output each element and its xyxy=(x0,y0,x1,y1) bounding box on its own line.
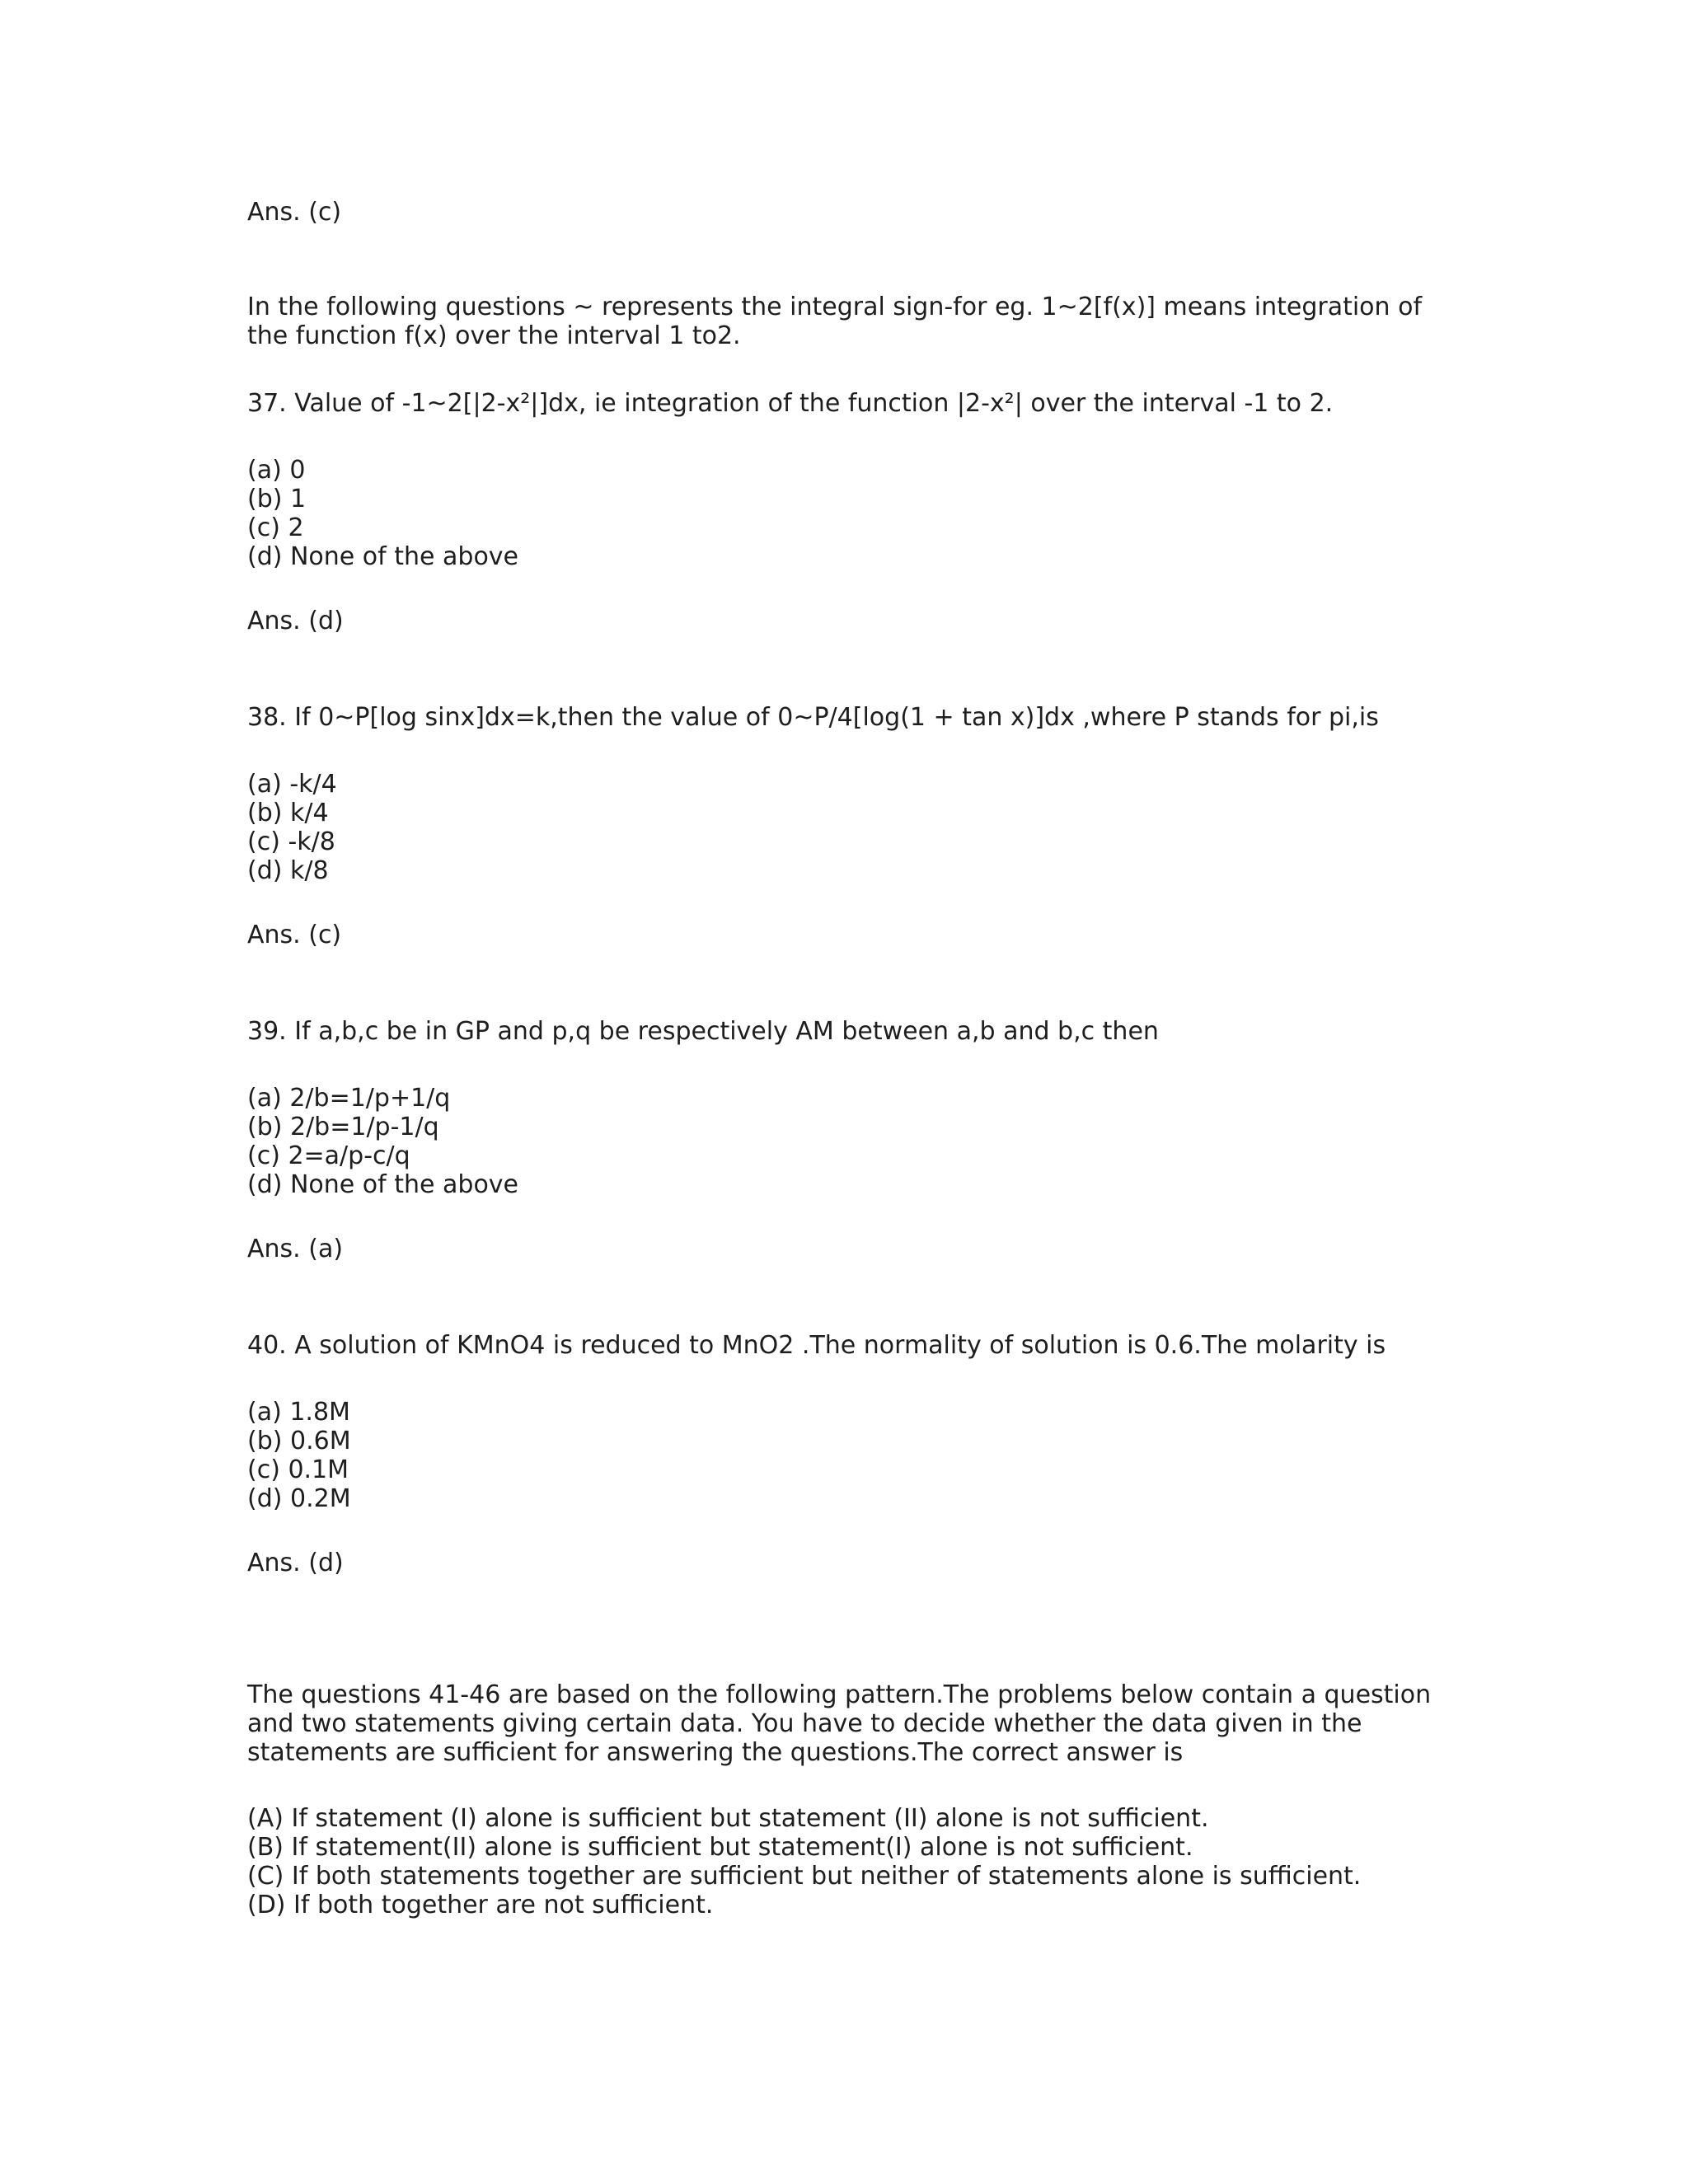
choice-c: (C) If both statements together are sufficient but neither of statements alone is sufficient. xyxy=(247,1862,1362,1891)
option-b: (b) 0.6M xyxy=(247,1427,351,1455)
question-37: 37. Value of -1~2[|2-x²|]dx, ie integration of the function |2-x²| over the interval -1 to 2. xyxy=(247,389,1334,418)
question-38: 38. If 0~P[log sinx]dx=k,then the value of 0~P/4[log(1 + tan x)]dx ,where P stands for pi,is xyxy=(247,703,1379,732)
option-d: (d) k/8 xyxy=(247,856,329,885)
pattern-instructions xyxy=(247,1680,1434,1767)
question-40-options xyxy=(247,1398,1434,1513)
integral-intro xyxy=(247,293,1434,350)
pattern-choices xyxy=(247,1804,1434,1919)
option-d: (d) None of the above xyxy=(247,542,519,571)
answer-40: Ans. (d) xyxy=(247,1549,344,1577)
question-37-options xyxy=(247,456,1434,571)
answer-top: Ans. (c) xyxy=(247,198,342,227)
answer-39: Ans. (a) xyxy=(247,1235,344,1263)
option-c: (c) 0.1M xyxy=(247,1455,349,1484)
choice-a: (A) If statement (I) alone is sufficient but statement (II) alone is not sufficient. xyxy=(247,1804,1209,1833)
choice-b: (B) If statement(II) alone is sufficient but statement(I) alone is not sufficient. xyxy=(247,1833,1193,1862)
answer-37: Ans. (d) xyxy=(247,607,344,635)
pattern-line: The questions 41-46 are based on the following pattern.The problems below contain a question xyxy=(247,1680,1432,1709)
option-b: (b) 1 xyxy=(247,485,307,513)
option-a: (a) 0 xyxy=(247,456,306,485)
option-c: (c) -k/8 xyxy=(247,827,335,856)
choice-d: (D) If both together are not sufficient. xyxy=(247,1891,714,1919)
pattern-line: statements are sufficient for answering the questions.The correct answer is xyxy=(247,1738,1184,1767)
intro-line: In the following questions ~ represents the integral sign-for eg. 1~2[f(x)] means integration of xyxy=(247,293,1422,321)
pattern-line: and two statements giving certain data. You have to decide whether the data given in the xyxy=(247,1709,1362,1738)
option-b: (b) 2/b=1/p-1/q xyxy=(247,1113,439,1141)
question-39: 39. If a,b,c be in GP and p,q be respectively AM between a,b and b,c then xyxy=(247,1017,1159,1046)
option-b: (b) k/4 xyxy=(247,799,329,827)
option-d: (d) None of the above xyxy=(247,1170,519,1199)
option-c: (c) 2=a/p-c/q xyxy=(247,1141,410,1170)
option-a: (a) 2/b=1/p+1/q xyxy=(247,1084,451,1113)
answer-38: Ans. (c) xyxy=(247,921,342,949)
option-a: (a) 1.8M xyxy=(247,1398,350,1427)
intro-line: the function f(x) over the interval 1 to2. xyxy=(247,321,741,350)
option-d: (d) 0.2M xyxy=(247,1484,351,1513)
option-c: (c) 2 xyxy=(247,513,304,542)
document-page xyxy=(247,0,1434,2184)
question-40: 40. A solution of KMnO4 is reduced to MnO2 .The normality of solution is 0.6.The molarity is xyxy=(247,1331,1386,1360)
question-39-options xyxy=(247,1084,1434,1199)
question-38-options xyxy=(247,770,1434,885)
option-a: (a) -k/4 xyxy=(247,770,337,799)
